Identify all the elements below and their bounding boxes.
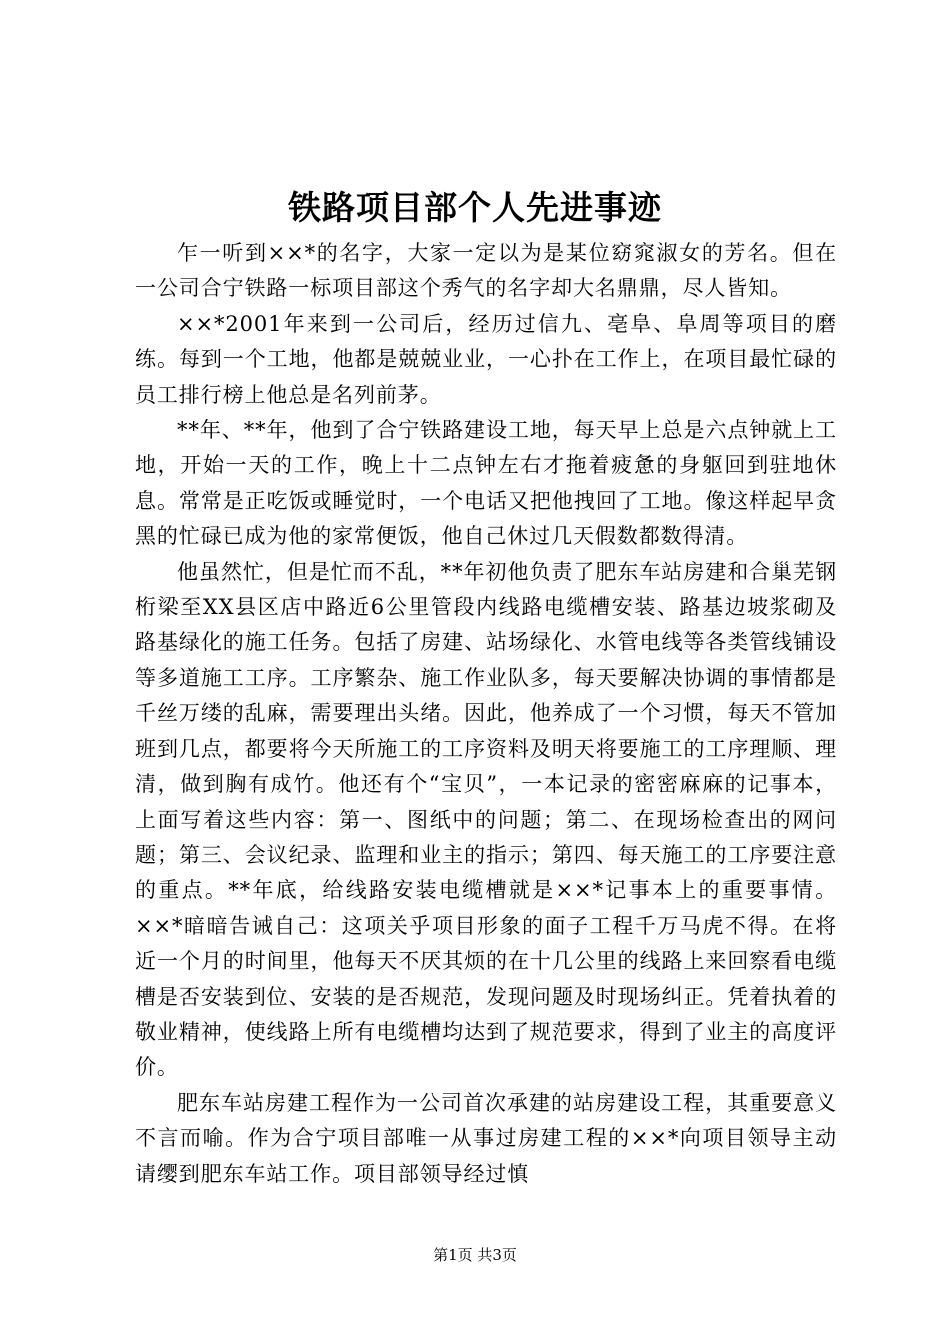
page-footer xyxy=(0,1245,950,1265)
paragraph-1: 乍一听到××*的名字，大家一定以为是某位窈窕淑女的芳名。但在一公司合宁铁路一标项目部这个秀气的名字却大名鼎鼎，尽人皆知。 xyxy=(135,241,837,301)
paragraph-4: 他虽然忙，但是忙而不乱，**年初他负责了肥东车站房建和合巢芜钢桁梁至XX县区店中路近6公里管段内线路电缆槽安装、路基边坡浆砌及路基绿化的施工任务。包括了房建、站场绿化、水管电线等各类管线铺设等多道施工工序。工序繁杂、施工作业队多，每天要解决协调的事情都是千丝万缕的乱麻，需要理出头绪。因此，他养成了一个习惯，每天不管加班到几点，都要将今天所施工的工序资料及明天将要施工的工序理顺、理清，做到胸有成竹。他还有个“宝贝”，一本记录的密密麻麻的记事本，上面写着这些内容：第一、图纸中的问题；第二、在现场检查出的网问题；第三、会议纪录、监理和业主的指示；第四、每天施工的工序要注意的重点。**年底，给线路安装电缆槽就是××*记事本上的重要事情。××*暗暗告诫自己：这项关乎项目形象的面子工程千万马虎不得。在将近一个月的时间里，他每天不厌其烦的在十几公里的线路上来回察看电缆槽是否安装到位、安装的是否规范，发现问题及时现场纠正。凭着执着的敬业精神，使线路上所有电缆槽均达到了规范要求，得到了业主的高度评价。 xyxy=(135,559,837,1080)
paragraph-5: 肥东车站房建工程作为一公司首次承建的站房建设工程，其重要意义不言而喻。作为合宁项目部唯一从事过房建工程的××*向项目领导主动请缨到肥东车站工作。项目部领导经过慎 xyxy=(135,1090,837,1186)
document-title: 铁路项目部个人先进事迹 xyxy=(288,188,662,227)
paragraph-3: **年、**年，他到了合宁铁路建设工地，每天早上总是六点钟就上工地，开始一天的工作，晚上十二点钟左右才拖着疲惫的身躯回到驻地休息。常常是正吃饭或睡觉时，一个电话又把他拽回了工地。像这样起早贪黑的忙碌已成为他的家常便饭，他自己休过几天假数都数得清。 xyxy=(135,418,837,549)
page-number: 第1页 共3页 xyxy=(433,1246,517,1264)
document-body xyxy=(135,236,837,1192)
paragraph-2: ××*2001年来到一公司后，经历过信九、亳阜、阜周等项目的磨练。每到一个工地，他都是兢兢业业，一心扑在工作上，在项目最忙碌的员工排行榜上他总是名列前茅。 xyxy=(135,311,837,407)
